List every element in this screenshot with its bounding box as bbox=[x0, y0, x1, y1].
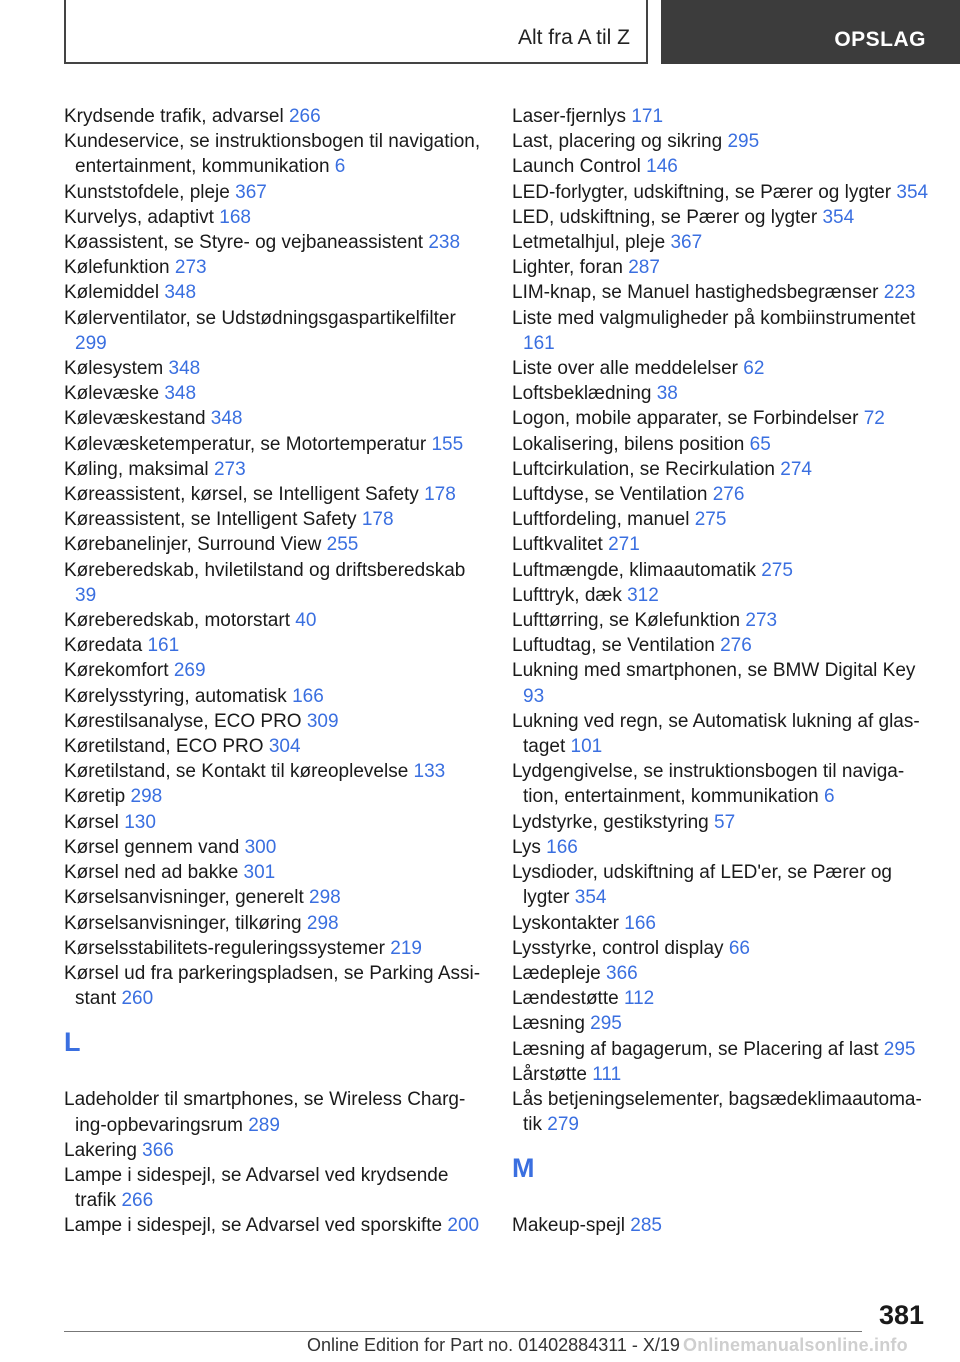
page-reference-link[interactable]: 155 bbox=[431, 433, 464, 455]
index-entry bbox=[512, 507, 932, 532]
index-entry bbox=[64, 180, 484, 205]
index-entry-text: Laser-fjernlys bbox=[512, 106, 627, 127]
index-entry-text: Kølemiddel bbox=[64, 282, 160, 304]
index-entry bbox=[64, 709, 484, 734]
page-reference-link[interactable]: 6 bbox=[824, 786, 835, 808]
index-entry-text: Køling, maksimal bbox=[64, 458, 209, 480]
index-entry bbox=[512, 154, 932, 179]
index-entry-text: Lokalisering, bilens position bbox=[512, 433, 745, 455]
page-reference-link[interactable]: 367 bbox=[235, 181, 267, 203]
page-reference-link[interactable]: 238 bbox=[428, 232, 461, 254]
footer-watermark-logo: Onlinemanualsonline.info bbox=[683, 1335, 908, 1355]
page-reference-link[interactable]: 276 bbox=[720, 635, 752, 657]
index-entry-text: LED, udskiftning, se Pærer og lygter bbox=[512, 206, 818, 228]
footer-divider bbox=[64, 1331, 862, 1332]
page-reference-link[interactable]: 287 bbox=[628, 257, 660, 279]
index-entry bbox=[64, 406, 484, 431]
index-entry-text: Lakering bbox=[64, 1139, 137, 1161]
index-entry-text: Kunststofdele, pleje bbox=[64, 181, 230, 203]
index-entry-text: Lydstyrke, gestikstyring bbox=[512, 811, 709, 833]
index-entry-text: Lampe i sidespejl, se Advarsel ved krydsende trafik bbox=[64, 1164, 449, 1212]
page-reference-link[interactable]: 161 bbox=[523, 332, 555, 354]
index-entry bbox=[64, 1138, 484, 1163]
index-entry bbox=[64, 633, 484, 658]
page-reference-link[interactable]: 304 bbox=[268, 736, 301, 758]
index-entry-text: Letmetalhjul, pleje bbox=[512, 232, 666, 254]
index-entry bbox=[64, 381, 484, 406]
page-reference-link[interactable]: 298 bbox=[130, 786, 163, 808]
index-entry-text: Logon, mobile apparater, se Forbindelser bbox=[512, 408, 859, 430]
page-reference-link[interactable]: 65 bbox=[749, 433, 771, 455]
index-entry bbox=[64, 306, 484, 356]
index-entry-text: Kølerventilator, se Udstødningsgaspartikelfilter bbox=[64, 307, 456, 329]
index-entry-text: Lighter, foran bbox=[512, 257, 623, 279]
index-entry bbox=[64, 482, 484, 507]
index-entry bbox=[64, 432, 484, 457]
index-entry-text: Køretilstand, ECO PRO bbox=[64, 736, 264, 758]
index-entry-text: Køretip bbox=[64, 786, 126, 808]
index-entry-text: Kørekomfort bbox=[64, 660, 169, 682]
index-entry-text: Kørsel ud fra parkeringspladsen, se Parking Assistant bbox=[64, 962, 481, 1010]
header-tab-box bbox=[661, 0, 960, 64]
page-reference-link[interactable]: 200 bbox=[447, 1215, 480, 1237]
index-entry bbox=[64, 911, 484, 936]
page-reference-link[interactable]: 93 bbox=[523, 685, 545, 707]
page-reference-link[interactable]: 301 bbox=[243, 862, 276, 884]
page-reference-link[interactable]: 66 bbox=[728, 937, 750, 959]
index-entry-text: Luftkvalitet bbox=[512, 534, 603, 556]
page-reference-link[interactable]: 166 bbox=[546, 836, 578, 858]
page-reference-link[interactable]: 39 bbox=[75, 584, 97, 606]
footer-edition-text: Online Edition for Part no. 01402884311 - X/19 bbox=[307, 1335, 680, 1355]
index-entry bbox=[512, 1087, 932, 1137]
index-entry bbox=[512, 1037, 932, 1062]
index-entry bbox=[512, 532, 932, 557]
page-reference-link[interactable]: 295 bbox=[727, 131, 760, 153]
page-reference-link[interactable]: 178 bbox=[361, 509, 394, 531]
index-entry bbox=[64, 885, 484, 910]
index-entry-text: Lændestøtte bbox=[512, 988, 619, 1010]
page-reference-link[interactable]: 178 bbox=[424, 484, 456, 506]
index-entry bbox=[512, 129, 932, 154]
index-entry bbox=[512, 810, 932, 835]
index-entry bbox=[512, 104, 932, 129]
index-entry-text: Luftudtag, se Ventilation bbox=[512, 635, 715, 657]
page-reference-link[interactable]: 130 bbox=[124, 811, 156, 833]
index-entry bbox=[512, 457, 932, 482]
index-entry bbox=[512, 658, 932, 708]
index-entry-text: Køredata bbox=[64, 635, 143, 657]
index-entry-text: Kørselsanvisninger, tilkøring bbox=[64, 912, 302, 934]
index-letter-heading: L bbox=[64, 1027, 81, 1058]
page-reference-link[interactable]: 166 bbox=[624, 912, 656, 934]
index-entry-text: Lås betjeningselementer, bagsædeklimaautomatik bbox=[512, 1088, 922, 1136]
index-entry-text: Køreassistent, kørsel, se Intelligent Safety bbox=[64, 484, 419, 506]
index-entry-text: Kørsel ned ad bakke bbox=[64, 862, 239, 884]
index-entry bbox=[64, 759, 484, 784]
index-entry bbox=[64, 684, 484, 709]
index-entry-text: Last, placering og sikring bbox=[512, 131, 723, 153]
index-entry bbox=[512, 205, 932, 230]
page-reference-link[interactable]: 269 bbox=[173, 660, 206, 682]
index-entry bbox=[64, 961, 484, 1011]
index-entry-text: Luftfordeling, manuel bbox=[512, 509, 690, 531]
page-reference-link[interactable]: 295 bbox=[590, 1013, 622, 1035]
index-entry-text: Luftdyse, se Ventilation bbox=[512, 484, 708, 506]
page-reference-link[interactable]: 72 bbox=[863, 408, 885, 430]
index-entry-text: Lampe i sidespejl, se Advarsel ved sporskifte bbox=[64, 1215, 443, 1237]
page-reference-link[interactable]: 348 bbox=[164, 282, 197, 304]
page-reference-link[interactable]: 38 bbox=[656, 383, 678, 405]
index-entry-text: Lufttryk, dæk bbox=[512, 584, 622, 606]
index-entry bbox=[64, 860, 484, 885]
page-reference-link[interactable]: 309 bbox=[306, 710, 339, 732]
index-entry-text: Luftmængde, klimaautomatik bbox=[512, 559, 756, 581]
index-entry-text: Krydsende trafik, advarsel bbox=[64, 106, 284, 127]
index-entry bbox=[512, 180, 932, 205]
page-reference-link[interactable]: 274 bbox=[780, 458, 812, 480]
page-reference-link[interactable]: 146 bbox=[646, 156, 678, 178]
index-entry bbox=[512, 381, 932, 406]
index-entry-text: Kørsel bbox=[64, 811, 119, 833]
page-reference-link[interactable]: 348 bbox=[168, 358, 201, 380]
index-entry-text: Kørebanelinjer, Surround View bbox=[64, 534, 322, 556]
index-entry-text: Kurvelys, adaptivt bbox=[64, 206, 214, 228]
index-entry bbox=[512, 306, 932, 356]
index-entry-text: Lukning med smartphonen, se BMW Digital Key bbox=[512, 660, 916, 682]
index-entry bbox=[64, 658, 484, 683]
page-reference-link[interactable]: 166 bbox=[292, 685, 324, 707]
page-reference-link[interactable]: 266 bbox=[121, 1190, 154, 1212]
index-entry-text: Læsning bbox=[512, 1013, 585, 1035]
index-entry bbox=[64, 507, 484, 532]
page-number: 381 bbox=[878, 1300, 924, 1330]
page-reference-link[interactable]: 168 bbox=[219, 206, 251, 228]
index-entry bbox=[64, 608, 484, 633]
index-entry-text: Kølesystem bbox=[64, 358, 164, 380]
index-entry-text: Læsning af bagagerum, se Placering af last bbox=[512, 1038, 879, 1060]
page-reference-link[interactable]: 273 bbox=[213, 458, 246, 480]
index-entry bbox=[512, 482, 932, 507]
page-reference-link[interactable]: 299 bbox=[75, 332, 107, 354]
index-entry-text: Køreassistent, se Intelligent Safety bbox=[64, 509, 357, 531]
page-reference-link[interactable]: 6 bbox=[334, 156, 346, 178]
index-entry bbox=[512, 911, 932, 936]
page-reference-link[interactable]: 171 bbox=[631, 106, 664, 127]
index-entry bbox=[64, 205, 484, 230]
index-entry bbox=[512, 432, 932, 457]
index-entry-text: Kølevæske bbox=[64, 383, 160, 405]
index-entry bbox=[512, 558, 932, 583]
page-reference-link[interactable]: 275 bbox=[761, 559, 793, 581]
header-tab-label: OPSLAG bbox=[834, 28, 926, 51]
index-entry bbox=[64, 1213, 484, 1238]
index-entry-text: Kørsel gennem vand bbox=[64, 836, 240, 858]
page-reference-link[interactable]: 57 bbox=[714, 811, 736, 833]
index-entry-text: Luftcirkulation, se Recirkulation bbox=[512, 458, 775, 480]
index-entry bbox=[512, 1062, 932, 1087]
page-reference-link[interactable]: 255 bbox=[326, 534, 359, 556]
index-entry bbox=[64, 356, 484, 381]
index-entry bbox=[64, 1087, 484, 1137]
index-entry-text: Kølefunktion bbox=[64, 257, 170, 279]
index-entry-text: Kundeservice, se instruktionsbogen til navigation, entertainment, kommunikation bbox=[64, 131, 481, 178]
page-reference-link[interactable]: 298 bbox=[306, 912, 339, 934]
index-entry-text: LIM-knap, se Manuel hastighedsbegrænser bbox=[512, 282, 879, 304]
index-entry bbox=[512, 759, 932, 809]
page-reference-link[interactable]: 266 bbox=[288, 106, 321, 127]
page-reference-link[interactable]: 62 bbox=[743, 358, 765, 380]
index-entry-text: Launch Control bbox=[512, 156, 641, 178]
index-entry bbox=[512, 936, 932, 961]
index-entry-text: Liste med valgmuligheder på kombiinstrumentet bbox=[512, 307, 916, 329]
index-entry bbox=[512, 1011, 932, 1036]
index-entry bbox=[512, 961, 932, 986]
index-entry-text: Loftsbeklædning bbox=[512, 383, 652, 405]
index-entry bbox=[64, 835, 484, 860]
index-entry bbox=[64, 457, 484, 482]
index-entry bbox=[64, 810, 484, 835]
index-entry bbox=[64, 255, 484, 280]
page-reference-link[interactable]: 285 bbox=[630, 1215, 662, 1237]
index-entry-text: Lukning ved regn, se Automatisk lukning af glastaget bbox=[512, 710, 920, 758]
index-entry bbox=[512, 709, 932, 759]
page-reference-link[interactable]: 279 bbox=[547, 1114, 579, 1136]
index-column-right bbox=[512, 104, 932, 1239]
index-entry bbox=[512, 986, 932, 1011]
page-reference-link[interactable]: 354 bbox=[822, 206, 855, 228]
index-entry bbox=[512, 860, 932, 910]
index-entry-text: Kølevæsketemperatur, se Motortemperatur bbox=[64, 433, 427, 455]
page-reference-link[interactable]: 276 bbox=[712, 484, 745, 506]
page-reference-link[interactable]: 289 bbox=[248, 1114, 280, 1136]
index-letter-heading: M bbox=[512, 1153, 535, 1184]
index-entry-text: Liste over alle meddelelser bbox=[512, 358, 739, 380]
index-entry bbox=[512, 583, 932, 608]
index-entry bbox=[512, 255, 932, 280]
index-entry-text: Lysdioder, udskiftning af LED'er, se Pærer og lygter bbox=[512, 862, 892, 909]
page-reference-link[interactable]: 354 bbox=[896, 181, 929, 203]
page-reference-link[interactable]: 367 bbox=[670, 232, 703, 254]
index-entry bbox=[64, 784, 484, 809]
page-reference-link[interactable]: 111 bbox=[592, 1063, 622, 1085]
index-entry bbox=[64, 129, 484, 179]
index-entry-text: Makeup-spejl bbox=[512, 1215, 625, 1237]
index-entry-text: Køreberedskab, motorstart bbox=[64, 610, 290, 632]
index-entry bbox=[64, 1163, 484, 1213]
index-entry-text: Køretilstand, se Kontakt til køreoplevelse bbox=[64, 761, 409, 783]
header-section-title: Alt fra A til Z bbox=[517, 26, 630, 49]
index-entry bbox=[512, 608, 932, 633]
page-reference-link[interactable]: 348 bbox=[210, 408, 243, 430]
index-entry bbox=[64, 734, 484, 759]
page-reference-link[interactable]: 354 bbox=[574, 887, 607, 909]
page-reference-link[interactable]: 271 bbox=[608, 534, 640, 556]
page-reference-link[interactable]: 273 bbox=[174, 257, 207, 279]
page-reference-link[interactable]: 40 bbox=[295, 610, 317, 632]
index-entry bbox=[64, 230, 484, 255]
page-reference-link[interactable]: 260 bbox=[121, 988, 154, 1010]
page-reference-link[interactable]: 273 bbox=[745, 610, 778, 632]
page-reference-link[interactable]: 300 bbox=[244, 836, 277, 858]
index-entry-text: Lædepleje bbox=[512, 962, 601, 984]
index-entry-text: Køassistent, se Styre- og vejbaneassistent bbox=[64, 232, 424, 254]
index-entry bbox=[64, 280, 484, 305]
page-reference-link[interactable]: 133 bbox=[413, 761, 446, 783]
index-entry bbox=[512, 230, 932, 255]
index-entry bbox=[64, 936, 484, 961]
index-entry bbox=[512, 406, 932, 431]
page-reference-link[interactable]: 348 bbox=[164, 383, 197, 405]
page-reference-link[interactable]: 312 bbox=[627, 584, 659, 606]
page-reference-link[interactable]: 295 bbox=[883, 1038, 916, 1060]
index-entry-text: Lårstøtte bbox=[512, 1063, 587, 1085]
index-entry-text: Lysstyrke, control display bbox=[512, 937, 724, 959]
index-column-left bbox=[64, 104, 484, 1239]
index-entry-text: LED-forlygter, udskiftning, se Pærer og lygter bbox=[512, 181, 892, 203]
index-entry-text: Køreberedskab, hviletilstand og driftsberedskab bbox=[64, 559, 466, 581]
index-entry bbox=[512, 356, 932, 381]
index-entry-text: Kølevæskestand bbox=[64, 408, 206, 430]
index-entry-text: Lys bbox=[512, 836, 541, 858]
page-reference-link[interactable]: 366 bbox=[606, 962, 638, 984]
index-entry bbox=[64, 558, 484, 608]
page-reference-link[interactable]: 223 bbox=[883, 282, 916, 304]
page-reference-link[interactable]: 101 bbox=[570, 736, 603, 758]
page-reference-link[interactable]: 366 bbox=[142, 1139, 174, 1161]
index-entry-text: Kørestilsanalyse, ECO PRO bbox=[64, 710, 302, 732]
header-section-box bbox=[64, 0, 648, 64]
index-entry bbox=[512, 280, 932, 305]
page-reference-link[interactable]: 275 bbox=[694, 509, 727, 531]
index-entry-text: Lufttørring, se Kølefunktion bbox=[512, 610, 741, 632]
page-reference-link[interactable]: 112 bbox=[623, 988, 655, 1010]
page-reference-link[interactable]: 298 bbox=[309, 887, 341, 909]
index-entry-text: Kørelysstyring, automatisk bbox=[64, 685, 287, 707]
index-entry bbox=[64, 104, 484, 129]
page-reference-link[interactable]: 161 bbox=[147, 635, 180, 657]
index-entry bbox=[512, 1213, 932, 1238]
page-reference-link[interactable]: 219 bbox=[390, 937, 422, 959]
index-entry bbox=[512, 633, 932, 658]
index-entry-text: Lydgengivelse, se instruktionsbogen til navigation, entertainment, kommunikation bbox=[512, 761, 905, 808]
index-entry bbox=[512, 835, 932, 860]
index-entry bbox=[64, 532, 484, 557]
index-entry-text: Kørselsstabilitets-reguleringssystemer bbox=[64, 937, 385, 959]
index-entry-text: Ladeholder til smartphones, se Wireless Charging-opbevaringsrum bbox=[64, 1089, 466, 1136]
index-entry-text: Lyskontakter bbox=[512, 912, 620, 934]
index-entry-text: Kørselsanvisninger, generelt bbox=[64, 887, 304, 909]
